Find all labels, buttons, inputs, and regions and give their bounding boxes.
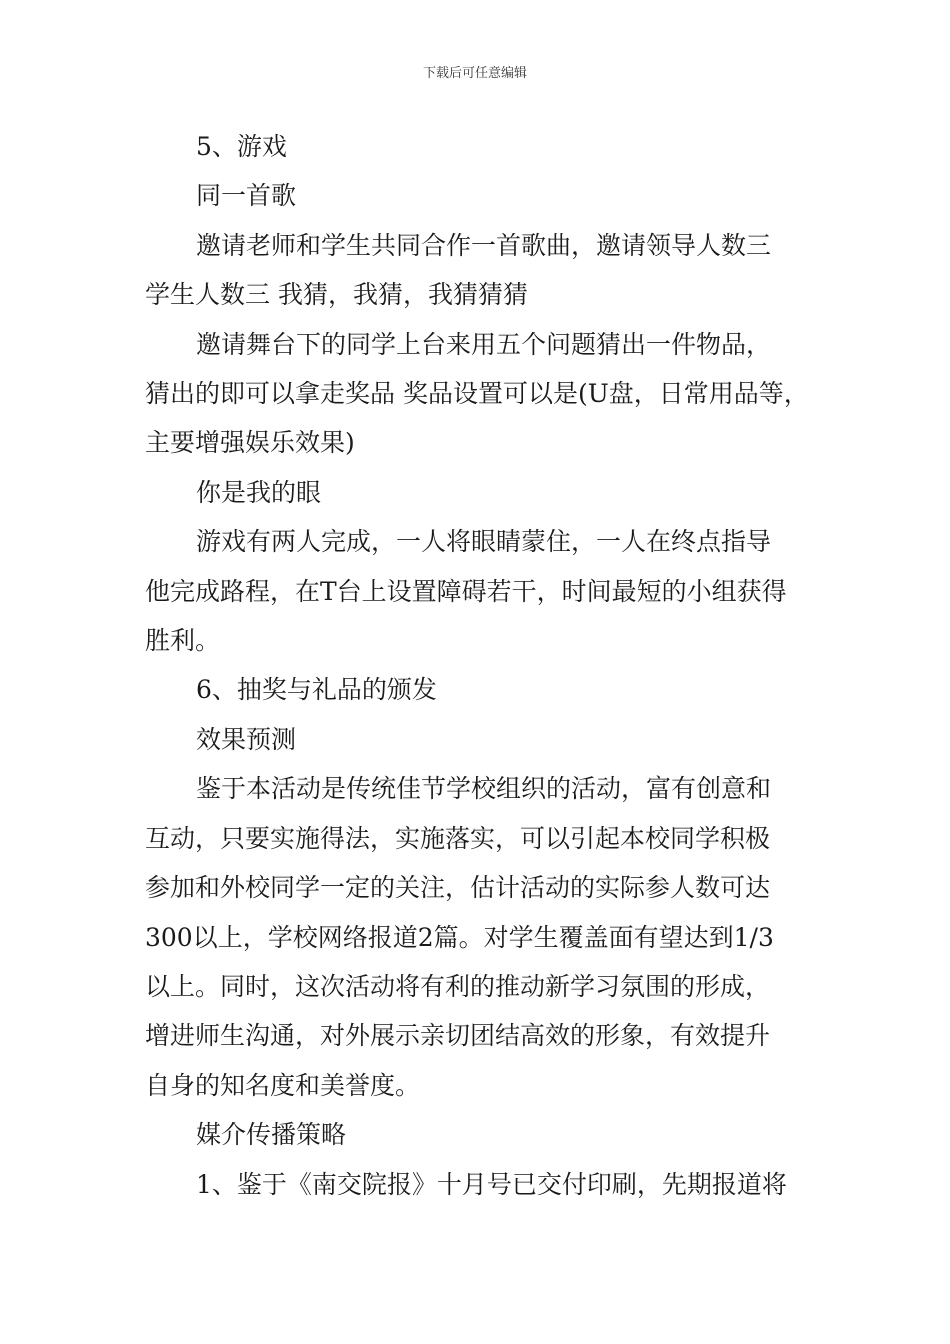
text-line: 媒介传播策略 [196, 1120, 347, 1150]
text-line: 6、抽奖与礼品的颁发 [196, 675, 437, 705]
text-line: 互动，只要实施得法，实施落实，可以引起本校同学积极 [145, 823, 771, 853]
document-body [145, 122, 815, 1209]
page-header-note: 下载后可任意编辑 [422, 66, 527, 81]
text-line: 以上。同时，这次活动将有利的推动新学习氛围的形成， [145, 971, 771, 1001]
text-line: 效果预测 [196, 724, 297, 754]
text-line: 胜利。 [145, 626, 221, 656]
text-line: 他完成路程，在T台上设置障碍若干，时间最短的小组获得 [145, 576, 787, 606]
text-line: 邀请老师和学生共同合作一首歌曲，邀请领导人数三 [196, 230, 772, 260]
text-line: 增进师生沟通，对外展示亲切团结高效的形象，有效提升 [145, 1021, 771, 1051]
text-line: 鉴于本活动是传统佳节学校组织的活动，富有创意和 [196, 774, 772, 804]
text-line: 你是我的眼 [196, 477, 322, 507]
text-line: 1、鉴于《南交院报》十月号已交付印刷，先期报道将 [196, 1169, 787, 1199]
text-line: 同一首歌 [196, 181, 297, 211]
text-line: 5、游戏 [196, 132, 287, 161]
text-line: 猜出的即可以拿走奖品 奖品设置可以是(U盘，日常用品等， [145, 379, 809, 409]
text-line: 300以上，学校网络报道2篇。对学生覆盖面有望达到1/3 [145, 922, 774, 952]
text-line: 参加和外校同学一定的关注，估计活动的实际参人数可达 [145, 873, 771, 903]
text-line: 游戏有两人完成，一人将眼睛蒙住，一人在终点指导 [196, 527, 772, 557]
text-line: 自身的知名度和美誉度。 [145, 1070, 421, 1100]
text-line: 主要增强娱乐效果) [145, 428, 355, 458]
text-line: 邀请舞台下的同学上台来用五个问题猜出一件物品， [196, 329, 772, 359]
text-line: 学生人数三 我猜，我猜，我猜猜猜 [145, 280, 528, 310]
